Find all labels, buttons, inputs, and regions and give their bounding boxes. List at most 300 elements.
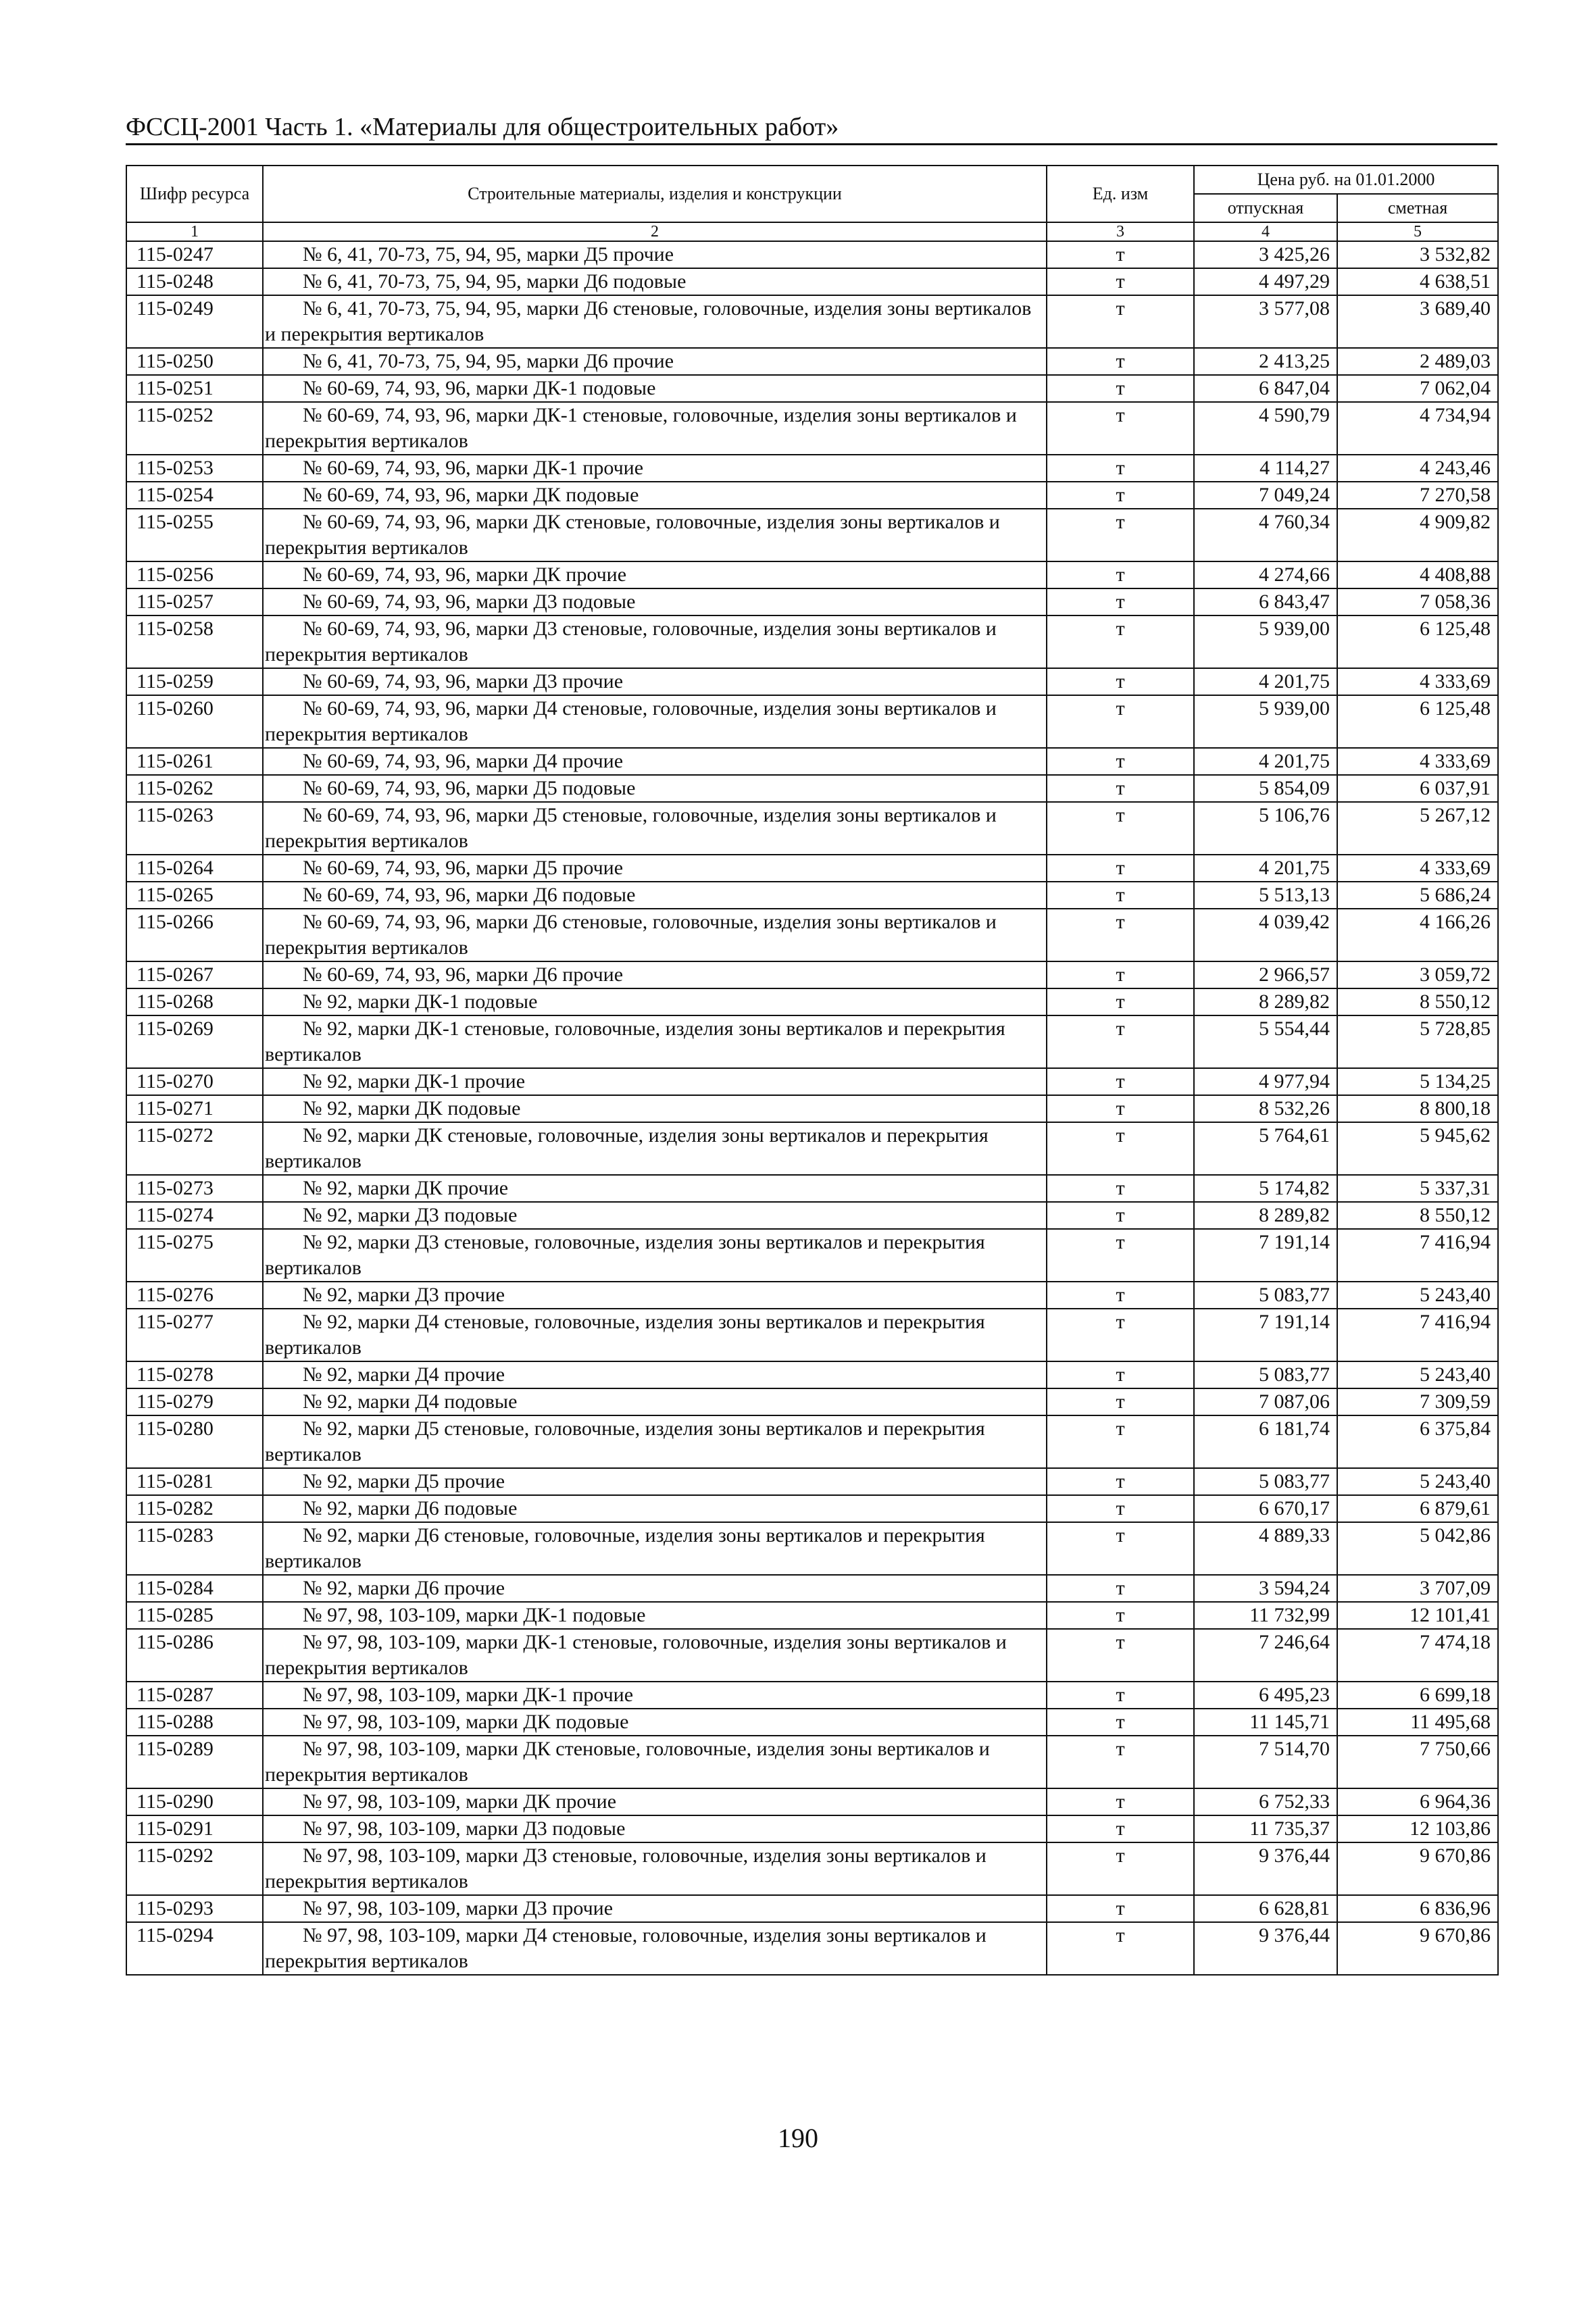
table-row: [126, 348, 1498, 375]
row-name: № 60-69, 74, 93, 96, марки Д3 стеновые, головочные, изделия зоны вертикалов и перекрытия вертикалов: [263, 615, 1047, 668]
column-number: 4: [1194, 222, 1337, 241]
row-unit: т: [1047, 961, 1194, 988]
row-estimate-price: 6 836,96: [1337, 1895, 1498, 1922]
row-estimate-price: 5 042,86: [1337, 1522, 1498, 1575]
row-name: № 60-69, 74, 93, 96, марки Д6 прочие: [263, 961, 1047, 988]
row-name: № 92, марки Д5 стеновые, головочные, изделия зоны вертикалов и перекрытия вертикалов: [263, 1415, 1047, 1468]
row-code: 115-0255: [126, 509, 263, 561]
row-code: 115-0283: [126, 1522, 263, 1575]
row-code: 115-0269: [126, 1015, 263, 1068]
table-row: [126, 855, 1498, 882]
row-estimate-price: 4 734,94: [1337, 402, 1498, 455]
row-estimate-price: 4 333,69: [1337, 748, 1498, 775]
table-row: [126, 775, 1498, 802]
row-estimate-price: 6 125,48: [1337, 615, 1498, 668]
table-row: [126, 1788, 1498, 1815]
row-name: № 60-69, 74, 93, 96, марки Д5 подовые: [263, 775, 1047, 802]
row-unit: т: [1047, 882, 1194, 909]
column-number-row: [126, 222, 1498, 241]
row-name: № 97, 98, 103-109, марки Д3 стеновые, головочные, изделия зоны вертикалов и перекрытия вертикалов: [263, 1842, 1047, 1895]
row-name: № 60-69, 74, 93, 96, марки ДК подовые: [263, 482, 1047, 509]
row-code: 115-0260: [126, 695, 263, 748]
row-code: 115-0281: [126, 1468, 263, 1495]
row-code: 115-0293: [126, 1895, 263, 1922]
column-header-price-group: Цена руб. на 01.01.2000: [1194, 166, 1498, 194]
table-row: [126, 1815, 1498, 1842]
row-code: 115-0259: [126, 668, 263, 695]
column-header-code: Шифр ресурса: [126, 166, 263, 222]
row-code: 115-0289: [126, 1736, 263, 1788]
row-name: № 92, марки Д6 прочие: [263, 1575, 1047, 1602]
row-release-price: 3 577,08: [1194, 295, 1337, 348]
row-name: № 60-69, 74, 93, 96, марки Д5 стеновые, головочные, изделия зоны вертикалов и перекрытия вертикалов: [263, 802, 1047, 855]
row-release-price: 5 554,44: [1194, 1015, 1337, 1068]
table-row: [126, 1895, 1498, 1922]
row-release-price: 3 425,26: [1194, 241, 1337, 268]
row-name: № 6, 41, 70-73, 75, 94, 95, марки Д5 прочие: [263, 241, 1047, 268]
row-code: 115-0264: [126, 855, 263, 882]
table-row: [126, 1468, 1498, 1495]
row-estimate-price: 6 037,91: [1337, 775, 1498, 802]
row-unit: т: [1047, 1575, 1194, 1602]
row-unit: т: [1047, 775, 1194, 802]
row-estimate-price: 3 532,82: [1337, 241, 1498, 268]
row-release-price: 7 191,14: [1194, 1229, 1337, 1282]
row-unit: т: [1047, 375, 1194, 402]
table-row: [126, 1282, 1498, 1309]
table-row: [126, 1922, 1498, 1975]
row-unit: т: [1047, 1468, 1194, 1495]
row-name: № 60-69, 74, 93, 96, марки ДК-1 подовые: [263, 375, 1047, 402]
row-name: № 60-69, 74, 93, 96, марки Д4 прочие: [263, 748, 1047, 775]
table-row: [126, 1388, 1498, 1415]
table-row: [126, 1202, 1498, 1229]
row-code: 115-0247: [126, 241, 263, 268]
row-code: 115-0265: [126, 882, 263, 909]
row-estimate-price: 5 728,85: [1337, 1015, 1498, 1068]
table-row: [126, 561, 1498, 588]
row-release-price: 7 049,24: [1194, 482, 1337, 509]
row-name: № 60-69, 74, 93, 96, марки ДК стеновые, головочные, изделия зоны вертикалов и перекрытия вертикалов: [263, 509, 1047, 561]
row-unit: т: [1047, 695, 1194, 748]
row-estimate-price: 9 670,86: [1337, 1842, 1498, 1895]
row-unit: т: [1047, 348, 1194, 375]
row-unit: т: [1047, 1388, 1194, 1415]
row-unit: т: [1047, 1015, 1194, 1068]
row-release-price: 7 087,06: [1194, 1388, 1337, 1415]
row-release-price: 8 289,82: [1194, 988, 1337, 1015]
row-name: № 97, 98, 103-109, марки ДК-1 подовые: [263, 1602, 1047, 1629]
column-header-release-price: отпускная: [1194, 194, 1337, 222]
row-name: № 6, 41, 70-73, 75, 94, 95, марки Д6 стеновые, головочные, изделия зоны вертикалов и перекрытия вертикалов: [263, 295, 1047, 348]
row-release-price: 2 413,25: [1194, 348, 1337, 375]
column-header-unit: Ед. изм: [1047, 166, 1194, 222]
row-estimate-price: 12 101,41: [1337, 1602, 1498, 1629]
row-estimate-price: 4 333,69: [1337, 668, 1498, 695]
row-code: 115-0294: [126, 1922, 263, 1975]
row-release-price: 5 083,77: [1194, 1361, 1337, 1388]
row-code: 115-0272: [126, 1122, 263, 1175]
row-release-price: 6 847,04: [1194, 375, 1337, 402]
row-code: 115-0276: [126, 1282, 263, 1309]
row-unit: т: [1047, 1788, 1194, 1815]
row-release-price: 9 376,44: [1194, 1922, 1337, 1975]
table-row: [126, 1842, 1498, 1895]
row-estimate-price: 4 909,82: [1337, 509, 1498, 561]
row-release-price: 4 760,34: [1194, 509, 1337, 561]
row-estimate-price: 7 062,04: [1337, 375, 1498, 402]
row-name: № 60-69, 74, 93, 96, марки Д3 подовые: [263, 588, 1047, 615]
table-row: [126, 1068, 1498, 1095]
row-unit: т: [1047, 1175, 1194, 1202]
row-name: № 97, 98, 103-109, марки ДК стеновые, головочные, изделия зоны вертикалов и перекрытия вертикалов: [263, 1736, 1047, 1788]
row-code: 115-0268: [126, 988, 263, 1015]
row-release-price: 4 039,42: [1194, 909, 1337, 961]
row-estimate-price: 4 333,69: [1337, 855, 1498, 882]
row-name: № 60-69, 74, 93, 96, марки ДК-1 стеновые, головочные, изделия зоны вертикалов и перекрытия вертикалов: [263, 402, 1047, 455]
row-release-price: 5 939,00: [1194, 695, 1337, 748]
row-release-price: 6 670,17: [1194, 1495, 1337, 1522]
row-estimate-price: 4 638,51: [1337, 268, 1498, 295]
table-row: [126, 802, 1498, 855]
table-row: [126, 509, 1498, 561]
row-unit: т: [1047, 1282, 1194, 1309]
row-code: 115-0252: [126, 402, 263, 455]
row-estimate-price: 3 059,72: [1337, 961, 1498, 988]
table-row: [126, 1575, 1498, 1602]
row-estimate-price: 7 474,18: [1337, 1629, 1498, 1682]
row-unit: т: [1047, 988, 1194, 1015]
table-row: [126, 1522, 1498, 1575]
row-release-price: 3 594,24: [1194, 1575, 1337, 1602]
row-release-price: 5 083,77: [1194, 1468, 1337, 1495]
row-code: 115-0254: [126, 482, 263, 509]
row-name: № 92, марки Д6 стеновые, головочные, изделия зоны вертикалов и перекрытия вертикалов: [263, 1522, 1047, 1575]
row-release-price: 5 764,61: [1194, 1122, 1337, 1175]
row-unit: т: [1047, 1122, 1194, 1175]
row-unit: т: [1047, 509, 1194, 561]
row-code: 115-0249: [126, 295, 263, 348]
row-release-price: 7 191,14: [1194, 1309, 1337, 1361]
table-row: [126, 961, 1498, 988]
row-estimate-price: 5 267,12: [1337, 802, 1498, 855]
row-estimate-price: 5 337,31: [1337, 1175, 1498, 1202]
row-unit: т: [1047, 909, 1194, 961]
row-estimate-price: 3 707,09: [1337, 1575, 1498, 1602]
row-name: № 60-69, 74, 93, 96, марки ДК прочие: [263, 561, 1047, 588]
table-row: [126, 1122, 1498, 1175]
row-unit: т: [1047, 1495, 1194, 1522]
row-unit: т: [1047, 1309, 1194, 1361]
row-estimate-price: 2 489,03: [1337, 348, 1498, 375]
row-estimate-price: 8 800,18: [1337, 1095, 1498, 1122]
row-name: № 97, 98, 103-109, марки Д4 стеновые, головочные, изделия зоны вертикалов и перекрытия вертикалов: [263, 1922, 1047, 1975]
row-estimate-price: 7 309,59: [1337, 1388, 1498, 1415]
row-estimate-price: 9 670,86: [1337, 1922, 1498, 1975]
row-unit: т: [1047, 482, 1194, 509]
row-estimate-price: 7 058,36: [1337, 588, 1498, 615]
row-unit: т: [1047, 1361, 1194, 1388]
row-code: 115-0275: [126, 1229, 263, 1282]
row-code: 115-0285: [126, 1602, 263, 1629]
row-estimate-price: 6 879,61: [1337, 1495, 1498, 1522]
table-row: [126, 1309, 1498, 1361]
row-estimate-price: 6 699,18: [1337, 1682, 1498, 1709]
row-code: 115-0267: [126, 961, 263, 988]
row-name: № 97, 98, 103-109, марки Д3 прочие: [263, 1895, 1047, 1922]
column-number: 3: [1047, 222, 1194, 241]
table-row: [126, 588, 1498, 615]
table-row: [126, 909, 1498, 961]
row-estimate-price: 5 243,40: [1337, 1282, 1498, 1309]
page-number: 190: [778, 2123, 818, 2153]
row-name: № 60-69, 74, 93, 96, марки Д4 стеновые, головочные, изделия зоны вертикалов и перекрытия вертикалов: [263, 695, 1047, 748]
row-release-price: 11 735,37: [1194, 1815, 1337, 1842]
row-release-price: 4 977,94: [1194, 1068, 1337, 1095]
table-row: [126, 615, 1498, 668]
row-name: № 97, 98, 103-109, марки ДК прочие: [263, 1788, 1047, 1815]
row-release-price: 11 732,99: [1194, 1602, 1337, 1629]
table-row: [126, 375, 1498, 402]
row-release-price: 7 246,64: [1194, 1629, 1337, 1682]
row-unit: т: [1047, 241, 1194, 268]
table-row: [126, 1095, 1498, 1122]
table-row: [126, 1682, 1498, 1709]
table-body: [126, 241, 1498, 1975]
row-release-price: 5 939,00: [1194, 615, 1337, 668]
row-code: 115-0282: [126, 1495, 263, 1522]
row-release-price: 5 106,76: [1194, 802, 1337, 855]
row-name: № 97, 98, 103-109, марки ДК-1 стеновые, головочные, изделия зоны вертикалов и перекрытия вертикалов: [263, 1629, 1047, 1682]
row-estimate-price: 5 243,40: [1337, 1468, 1498, 1495]
row-release-price: 6 628,81: [1194, 1895, 1337, 1922]
row-unit: т: [1047, 748, 1194, 775]
row-release-price: 6 843,47: [1194, 588, 1337, 615]
row-code: 115-0278: [126, 1361, 263, 1388]
row-release-price: 6 752,33: [1194, 1788, 1337, 1815]
row-code: 115-0250: [126, 348, 263, 375]
row-estimate-price: 4 408,88: [1337, 561, 1498, 588]
row-unit: т: [1047, 1415, 1194, 1468]
row-release-price: 11 145,71: [1194, 1709, 1337, 1736]
row-unit: т: [1047, 1922, 1194, 1975]
row-release-price: 4 201,75: [1194, 668, 1337, 695]
table-row: [126, 482, 1498, 509]
row-unit: т: [1047, 402, 1194, 455]
table-row: [126, 1709, 1498, 1736]
row-name: № 92, марки Д3 подовые: [263, 1202, 1047, 1229]
row-unit: т: [1047, 1842, 1194, 1895]
row-unit: т: [1047, 855, 1194, 882]
row-unit: т: [1047, 668, 1194, 695]
row-estimate-price: 12 103,86: [1337, 1815, 1498, 1842]
row-release-price: 5 513,13: [1194, 882, 1337, 909]
row-estimate-price: 6 375,84: [1337, 1415, 1498, 1468]
table-row: [126, 455, 1498, 482]
row-name: № 92, марки Д6 подовые: [263, 1495, 1047, 1522]
row-release-price: 9 376,44: [1194, 1842, 1337, 1895]
row-code: 115-0262: [126, 775, 263, 802]
table-row: [126, 1629, 1498, 1682]
row-code: 115-0288: [126, 1709, 263, 1736]
row-estimate-price: 5 134,25: [1337, 1068, 1498, 1095]
row-release-price: 5 854,09: [1194, 775, 1337, 802]
table-row: [126, 748, 1498, 775]
row-name: № 92, марки Д4 прочие: [263, 1361, 1047, 1388]
row-unit: т: [1047, 295, 1194, 348]
row-release-price: 2 966,57: [1194, 961, 1337, 988]
row-name: № 60-69, 74, 93, 96, марки Д6 подовые: [263, 882, 1047, 909]
row-name: № 92, марки Д3 прочие: [263, 1282, 1047, 1309]
row-name: № 92, марки ДК подовые: [263, 1095, 1047, 1122]
row-code: 115-0290: [126, 1788, 263, 1815]
row-code: 115-0256: [126, 561, 263, 588]
row-estimate-price: 5 945,62: [1337, 1122, 1498, 1175]
table-header: [126, 166, 1498, 241]
row-release-price: 5 083,77: [1194, 1282, 1337, 1309]
row-release-price: 4 114,27: [1194, 455, 1337, 482]
row-estimate-price: 4 243,46: [1337, 455, 1498, 482]
row-name: № 92, марки Д4 стеновые, головочные, изделия зоны вертикалов и перекрытия вертикалов: [263, 1309, 1047, 1361]
row-code: 115-0279: [126, 1388, 263, 1415]
table-row: [126, 1602, 1498, 1629]
row-unit: т: [1047, 1682, 1194, 1709]
row-name: № 6, 41, 70-73, 75, 94, 95, марки Д6 подовые: [263, 268, 1047, 295]
row-estimate-price: 6 125,48: [1337, 695, 1498, 748]
row-estimate-price: 4 166,26: [1337, 909, 1498, 961]
row-name: № 60-69, 74, 93, 96, марки Д3 прочие: [263, 668, 1047, 695]
row-unit: т: [1047, 1202, 1194, 1229]
row-unit: т: [1047, 1602, 1194, 1629]
table-row: [126, 1175, 1498, 1202]
table-row: [126, 882, 1498, 909]
row-estimate-price: 7 416,94: [1337, 1229, 1498, 1282]
row-name: № 97, 98, 103-109, марки ДК подовые: [263, 1709, 1047, 1736]
row-code: 115-0273: [126, 1175, 263, 1202]
header-divider: [126, 143, 1497, 145]
row-release-price: 8 532,26: [1194, 1095, 1337, 1122]
table-row: [126, 402, 1498, 455]
table-row: [126, 1015, 1498, 1068]
row-name: № 92, марки ДК-1 стеновые, головочные, изделия зоны вертикалов и перекрытия вертикалов: [263, 1015, 1047, 1068]
row-name: № 60-69, 74, 93, 96, марки Д6 стеновые, головочные, изделия зоны вертикалов и перекрытия вертикалов: [263, 909, 1047, 961]
table-row: [126, 241, 1498, 268]
row-name: № 6, 41, 70-73, 75, 94, 95, марки Д6 прочие: [263, 348, 1047, 375]
table-row: [126, 668, 1498, 695]
row-code: 115-0287: [126, 1682, 263, 1709]
row-unit: т: [1047, 1815, 1194, 1842]
row-unit: т: [1047, 1068, 1194, 1095]
row-code: 115-0270: [126, 1068, 263, 1095]
row-code: 115-0292: [126, 1842, 263, 1895]
column-number: 5: [1337, 222, 1498, 241]
row-code: 115-0253: [126, 455, 263, 482]
table-row: [126, 1495, 1498, 1522]
row-name: № 92, марки ДК-1 прочие: [263, 1068, 1047, 1095]
page-header: ФССЦ-2001 Часть 1. «Материалы для общестроительных работ»: [126, 113, 839, 141]
row-release-price: 6 495,23: [1194, 1682, 1337, 1709]
row-unit: т: [1047, 1095, 1194, 1122]
row-unit: т: [1047, 1522, 1194, 1575]
row-unit: т: [1047, 615, 1194, 668]
row-unit: т: [1047, 455, 1194, 482]
row-name: № 97, 98, 103-109, марки Д3 подовые: [263, 1815, 1047, 1842]
row-code: 115-0274: [126, 1202, 263, 1229]
row-unit: т: [1047, 561, 1194, 588]
row-estimate-price: 8 550,12: [1337, 988, 1498, 1015]
row-estimate-price: 7 270,58: [1337, 482, 1498, 509]
row-unit: т: [1047, 268, 1194, 295]
row-code: 115-0271: [126, 1095, 263, 1122]
table-row: [126, 1229, 1498, 1282]
row-code: 115-0280: [126, 1415, 263, 1468]
row-estimate-price: 5 243,40: [1337, 1361, 1498, 1388]
row-name: № 92, марки Д5 прочие: [263, 1468, 1047, 1495]
row-unit: т: [1047, 802, 1194, 855]
table-row: [126, 268, 1498, 295]
column-header-estimate-price: сметная: [1337, 194, 1498, 222]
row-name: № 60-69, 74, 93, 96, марки Д5 прочие: [263, 855, 1047, 882]
row-estimate-price: 8 550,12: [1337, 1202, 1498, 1229]
row-unit: т: [1047, 588, 1194, 615]
row-code: 115-0248: [126, 268, 263, 295]
table-row: [126, 1736, 1498, 1788]
row-release-price: 8 289,82: [1194, 1202, 1337, 1229]
row-release-price: 5 174,82: [1194, 1175, 1337, 1202]
row-name: № 60-69, 74, 93, 96, марки ДК-1 прочие: [263, 455, 1047, 482]
row-release-price: 4 274,66: [1194, 561, 1337, 588]
row-estimate-price: 3 689,40: [1337, 295, 1498, 348]
table-row: [126, 295, 1498, 348]
row-name: № 92, марки ДК прочие: [263, 1175, 1047, 1202]
table-row: [126, 988, 1498, 1015]
table-row: [126, 1415, 1498, 1468]
row-code: 115-0277: [126, 1309, 263, 1361]
row-name: № 92, марки Д4 подовые: [263, 1388, 1047, 1415]
row-unit: т: [1047, 1895, 1194, 1922]
price-table: [126, 165, 1499, 1976]
row-estimate-price: 11 495,68: [1337, 1709, 1498, 1736]
row-estimate-price: 7 750,66: [1337, 1736, 1498, 1788]
row-release-price: 6 181,74: [1194, 1415, 1337, 1468]
row-name: № 97, 98, 103-109, марки ДК-1 прочие: [263, 1682, 1047, 1709]
row-estimate-price: 7 416,94: [1337, 1309, 1498, 1361]
row-release-price: 4 497,29: [1194, 268, 1337, 295]
row-code: 115-0251: [126, 375, 263, 402]
row-release-price: 7 514,70: [1194, 1736, 1337, 1788]
row-unit: т: [1047, 1736, 1194, 1788]
row-unit: т: [1047, 1709, 1194, 1736]
row-release-price: 4 201,75: [1194, 748, 1337, 775]
table-row: [126, 1361, 1498, 1388]
row-name: № 92, марки Д3 стеновые, головочные, изделия зоны вертикалов и перекрытия вертикалов: [263, 1229, 1047, 1282]
row-estimate-price: 6 964,36: [1337, 1788, 1498, 1815]
row-estimate-price: 5 686,24: [1337, 882, 1498, 909]
row-code: 115-0258: [126, 615, 263, 668]
row-name: № 92, марки ДК-1 подовые: [263, 988, 1047, 1015]
row-code: 115-0286: [126, 1629, 263, 1682]
row-unit: т: [1047, 1629, 1194, 1682]
row-release-price: 4 201,75: [1194, 855, 1337, 882]
row-unit: т: [1047, 1229, 1194, 1282]
row-code: 115-0284: [126, 1575, 263, 1602]
row-code: 115-0257: [126, 588, 263, 615]
row-code: 115-0266: [126, 909, 263, 961]
table-row: [126, 695, 1498, 748]
row-code: 115-0263: [126, 802, 263, 855]
row-name: № 92, марки ДК стеновые, головочные, изделия зоны вертикалов и перекрытия вертикалов: [263, 1122, 1047, 1175]
column-number: 2: [263, 222, 1047, 241]
